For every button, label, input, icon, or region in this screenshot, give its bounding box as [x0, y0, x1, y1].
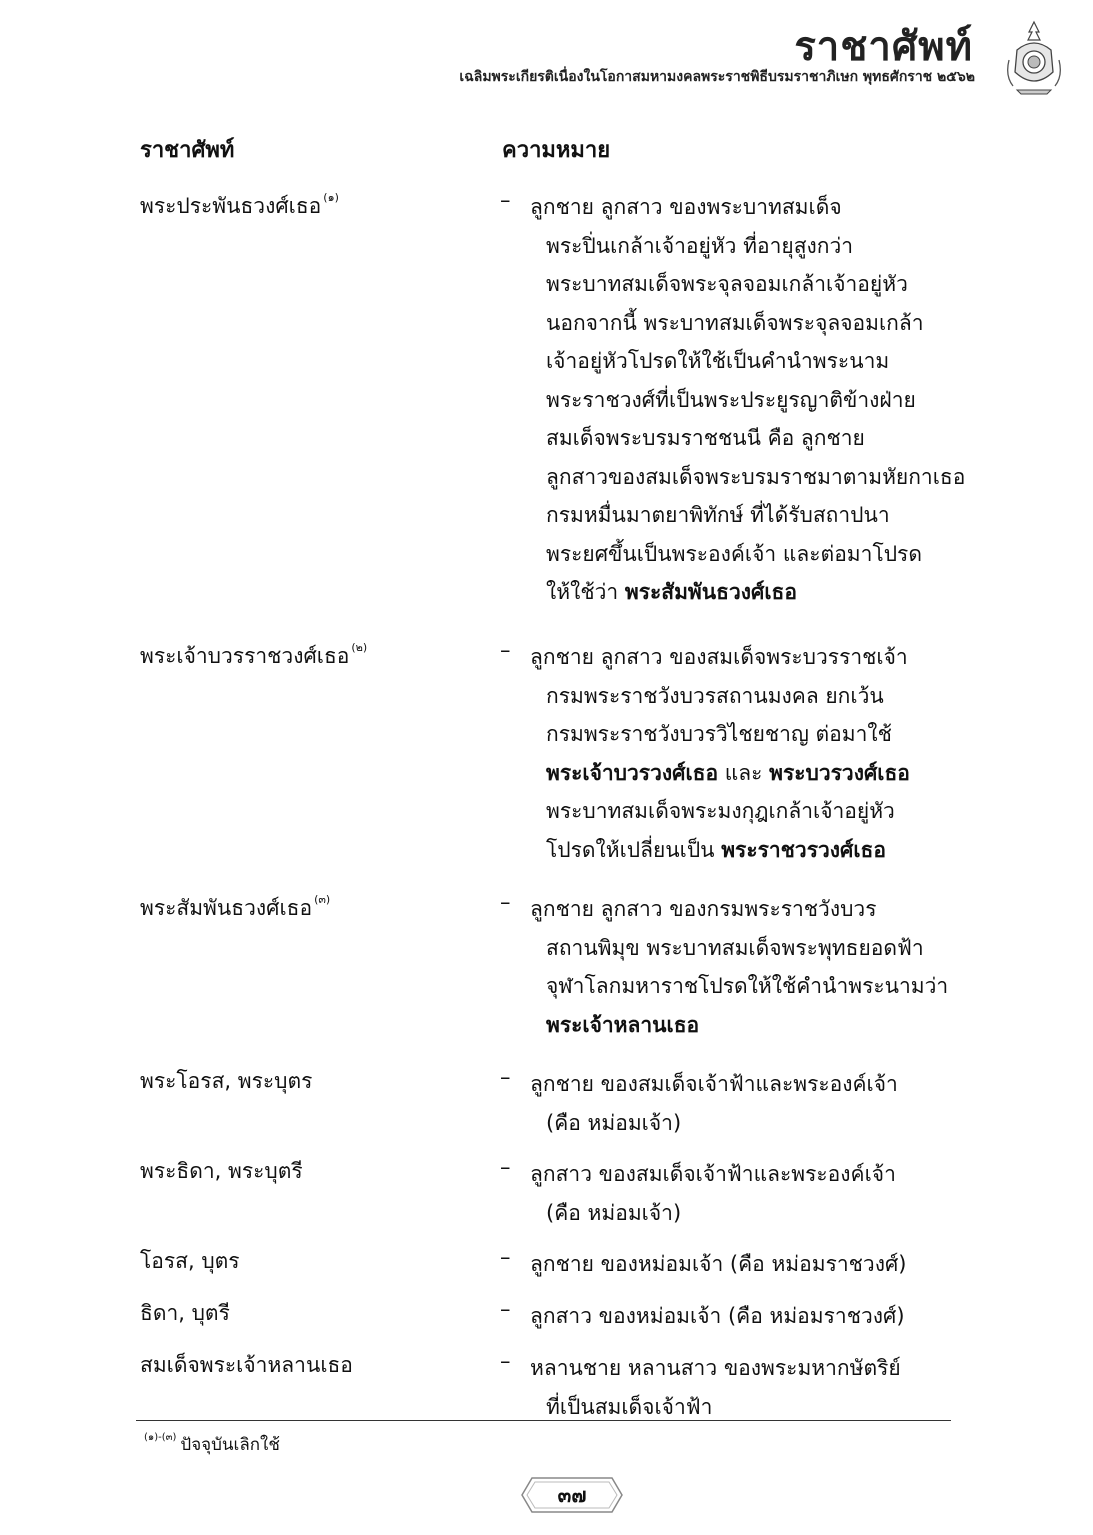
royal-emblem-icon [1003, 20, 1065, 96]
list-item [0, 1155, 1093, 1245]
column-header-term: ราชาศัพท์ [140, 138, 235, 163]
term-label: พระธิดา, พระบุตรี [140, 1159, 303, 1183]
term-label: พระโอรส, พระบุตร [140, 1069, 313, 1093]
meaning-text: ลูกสาว ของหม่อมเจ้า (คือ หม่อมราชวงศ์) [530, 1304, 905, 1328]
footnote-marker: (๑)-(๓) [144, 1432, 177, 1443]
meaning-text: ลูกชาย ลูกสาว ของกรมพระราชวังบวร สถานพิมุข พระบาทสมเด็จพระพุทธยอดฟ้า จุฬาโลกมหาราชโปรดให้ใช้คำนำพระนามว่า พระเจ้าหลานเธอ [530, 897, 949, 1037]
list-item [0, 188, 1093, 638]
list-item [0, 1065, 1093, 1155]
list-item [0, 638, 1093, 890]
term-label: ธิดา, บุตรี [140, 1301, 230, 1325]
dash: – [500, 638, 511, 662]
term-label: โอรส, บุตร [140, 1249, 240, 1273]
term-label: พระเจ้าบวรราชวงศ์เธอ $^{(๒)}$ [140, 641, 368, 668]
footnote-text: ปัจจุบันเลิกใช้ [180, 1435, 280, 1455]
meaning-text: ลูกชาย ลูกสาว ของพระบาทสมเด็จ พระปิ่นเกล้าเจ้าอยู่หัว ที่อายุสูงกว่า พระบาทสมเด็จพระจุลจอมเกล้าเจ้าอยู่หัว นอกจากนี้ พระบาทสมเด็จพระจุลจอมเกล้า เจ้าอยู่หัวโปรดให้ใช้เป็นคำนำพระนาม พระราชวงศ์ที่เป็นพระประยูรญาติข้างฝ่าย สมเด็จพระบรมราชชนนี คือ ลูกชาย ลูกสาวของสมเด็จพระบรมราชมาตามหัยกาเธอ กรมหมื่นมาตยาพิทักษ์ ที่ได้รับสถาปนา พระยศขึ้นเป็นพระองค์เจ้า และต่อมาโปรด ให้ใช้ว่า พระสัมพันธวงศ์เธอ [530, 195, 966, 604]
list-item [0, 1349, 1093, 1429]
term-label: พระประพันธวงศ์เธอ $^{(๑)}$ [140, 191, 339, 218]
meaning-text: ลูกชาย ลูกสาว ของสมเด็จพระบวรราชเจ้า กรมพระราชวังบวรสถานมงคล ยกเว้น กรมพระราชวังบวรวิไชยชาญ ต่อมาใช้ พระเจ้าบวรวงศ์เธอ และ พระบวรวงศ์เธอ พระบาทสมเด็จพระมงกุฎเกล้าเจ้าอยู่หัว โปรดให้เปลี่ยนเป็น พระราชวรวงศ์เธอ [530, 645, 910, 862]
footnote-divider [136, 1420, 951, 1421]
meaning-text: ลูกชาย ของสมเด็จเจ้าฟ้าและพระองค์เจ้า (คือ หม่อมเจ้า) [530, 1072, 898, 1135]
list-item [0, 1297, 1093, 1349]
dash: – [500, 1245, 511, 1269]
term-label: สมเด็จพระเจ้าหลานเธอ [140, 1353, 353, 1377]
dash: – [500, 1349, 511, 1373]
list-item [0, 1245, 1093, 1297]
header-title: ราชาศัพท์ [794, 23, 973, 70]
term-label: พระสัมพันธวงศ์เธอ $^{(๓)}$ [140, 893, 331, 920]
meaning-text: ลูกสาว ของสมเด็จเจ้าฟ้าและพระองค์เจ้า (คือ หม่อมเจ้า) [530, 1162, 896, 1225]
column-header-meaning: ความหมาย [502, 138, 611, 163]
dash: – [500, 188, 511, 212]
footnote-marker: (๒) [351, 641, 368, 654]
dash: – [500, 890, 511, 914]
page-number: ๓๗ [557, 1483, 587, 1507]
term-list [0, 188, 1093, 1429]
footnote-marker: (๓) [314, 893, 331, 906]
dash: – [500, 1155, 511, 1179]
header-subtitle: เฉลิมพระเกียรติเนื่องในโอกาสมหามงคลพระราชพิธีบรมราชาภิเษก พุทธศักราช ๒๕๖๒ [459, 69, 975, 85]
meaning-text: ลูกชาย ของหม่อมเจ้า (คือ หม่อมราชวงศ์) [530, 1252, 907, 1276]
dash: – [500, 1297, 511, 1321]
dash: – [500, 1065, 511, 1089]
meaning-text: หลานชาย หลานสาว ของพระมหากษัตริย์ ที่เป็นสมเด็จเจ้าฟ้า [530, 1356, 901, 1419]
footnote-marker: (๑) [323, 191, 339, 204]
footnote [144, 1430, 280, 1458]
list-item [0, 890, 1093, 1065]
